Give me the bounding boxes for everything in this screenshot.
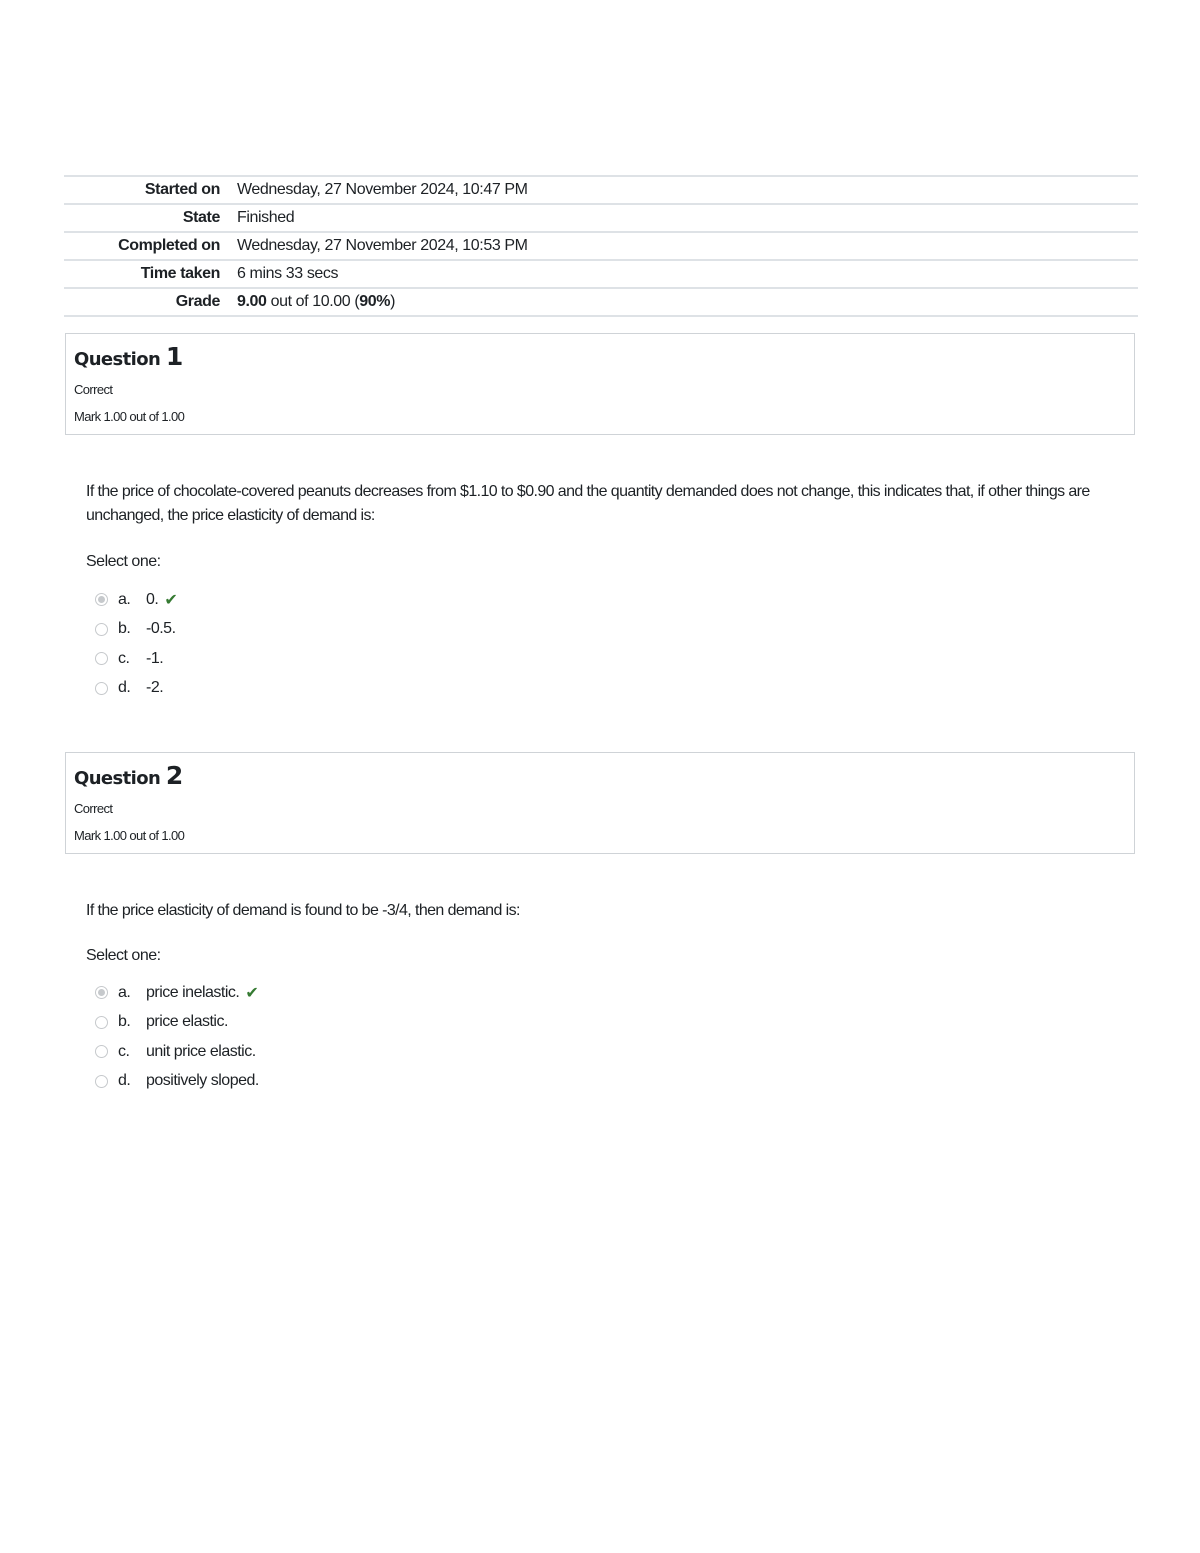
summary-value: Wednesday, 27 November 2024, 10:53 PM <box>237 237 528 254</box>
answer-text: -1. <box>146 649 164 667</box>
summary-row-started <box>64 177 1138 205</box>
answer-option-d[interactable] <box>95 674 177 704</box>
grade-percent: 90% <box>359 293 391 310</box>
grade-score: 9.00 <box>237 293 267 310</box>
check-icon: ✔ <box>245 984 259 1002</box>
answer-option-d[interactable] <box>95 1067 259 1097</box>
summary-value: Wednesday, 27 November 2024, 10:47 PM <box>237 181 528 198</box>
question-state: Correct <box>74 801 113 816</box>
summary-value: Finished <box>237 209 295 226</box>
answer-option-a[interactable] <box>95 585 177 615</box>
answer-letter: c. <box>118 1042 130 1060</box>
answer-option-c[interactable] <box>95 644 177 674</box>
grade-value <box>237 293 1138 311</box>
check-icon: ✔ <box>164 591 178 609</box>
summary-value: 6 mins 33 secs <box>237 265 339 282</box>
question-info-1 <box>65 333 1135 435</box>
question-number: 1 <box>165 342 183 371</box>
answer-text: -0.5. <box>146 620 176 638</box>
summary-label: State <box>182 209 220 226</box>
answer-text: -2. <box>146 679 164 697</box>
answer-letter: a. <box>118 983 131 1001</box>
summary-row-state <box>64 205 1138 233</box>
answer-letter: b. <box>118 620 131 638</box>
attempt-summary-table <box>64 175 1138 317</box>
question-title-label: Question <box>74 768 161 789</box>
question-number: 2 <box>165 761 183 790</box>
answer-text: price elastic. <box>146 1013 228 1031</box>
answer-text: 0. <box>146 590 159 608</box>
answer-letter: c. <box>118 649 130 667</box>
question-title <box>74 761 183 790</box>
answer-letter: b. <box>118 1013 131 1031</box>
summary-label: Grade <box>175 293 220 310</box>
radio-button[interactable] <box>95 652 108 665</box>
radio-button[interactable] <box>95 1016 108 1029</box>
answer-list <box>95 585 177 703</box>
question-info-2 <box>65 752 1135 854</box>
radio-button[interactable] <box>95 593 108 606</box>
answer-option-c[interactable] <box>95 1037 259 1067</box>
question-text: If the price elasticity of demand is found to be -3/4, then demand is: <box>86 902 520 919</box>
radio-button[interactable] <box>95 1045 108 1058</box>
answer-text: unit price elastic. <box>146 1042 256 1060</box>
radio-button[interactable] <box>95 682 108 695</box>
answer-option-b[interactable] <box>95 1008 259 1038</box>
answer-text: price inelastic. <box>146 983 240 1001</box>
radio-button[interactable] <box>95 1075 108 1088</box>
question-title <box>74 342 183 371</box>
select-one-prompt: Select one: <box>86 947 161 964</box>
question-text: If the price of chocolate-covered peanuts decreases from $1.10 to $0.90 and the quantity demanded does not change, this indicates that, if other things are unchanged, the price elasticity of demand is: <box>86 483 1090 524</box>
select-one-prompt: Select one: <box>86 553 161 570</box>
answer-text: positively sloped. <box>146 1072 259 1090</box>
answer-option-a[interactable] <box>95 978 259 1008</box>
summary-row-completed <box>64 233 1138 261</box>
answer-letter: d. <box>118 1072 131 1090</box>
answer-option-b[interactable] <box>95 615 177 645</box>
summary-label: Completed on <box>118 237 220 254</box>
summary-row-time-taken <box>64 261 1138 289</box>
answer-letter: a. <box>118 590 131 608</box>
question-mark: Mark 1.00 out of 1.00 <box>74 828 185 843</box>
summary-row-grade <box>64 289 1138 317</box>
radio-button[interactable] <box>95 986 108 999</box>
grade-out-of: out of 10.00 ( <box>266 293 360 310</box>
summary-label: Started on <box>144 181 220 198</box>
answer-letter: d. <box>118 679 131 697</box>
grade-close: ) <box>390 293 396 310</box>
radio-button[interactable] <box>95 623 108 636</box>
question-state: Correct <box>74 382 113 397</box>
answer-list <box>95 978 259 1096</box>
question-title-label: Question <box>74 349 161 370</box>
summary-label: Time taken <box>140 265 220 282</box>
question-mark: Mark 1.00 out of 1.00 <box>74 409 185 424</box>
